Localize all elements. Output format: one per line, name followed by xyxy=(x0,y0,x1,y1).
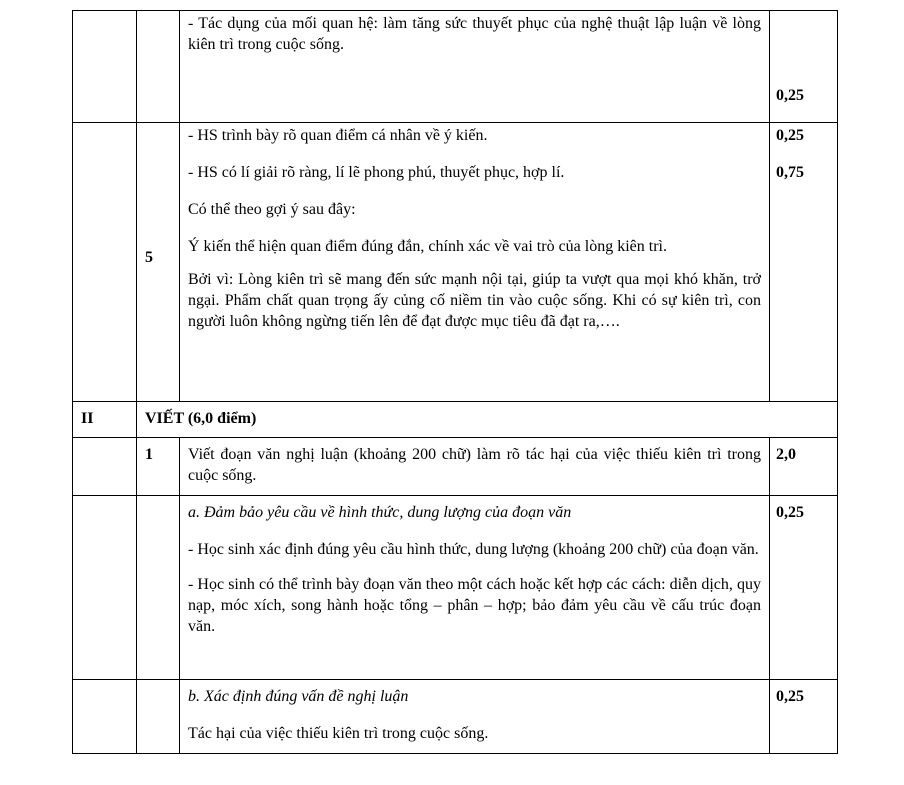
question-cell xyxy=(137,11,180,123)
table-row xyxy=(73,123,838,402)
question-number: 5 xyxy=(145,249,153,266)
question-cell xyxy=(137,123,180,402)
section-roman-numeral: II xyxy=(81,410,94,427)
score-value: 0,25 xyxy=(776,504,804,521)
score-value: 0,25 xyxy=(776,127,804,144)
answer-key-table-container xyxy=(72,10,837,754)
criterion-line: - Học sinh có thể trình bày đoạn văn theo một cách hoặc kết hợp các cách: diễn dịch, quy nạp, móc xích, song hành hoặc tổng – phân – hợp; bảo đảm yêu cầu về cấu trúc đoạn văn. xyxy=(188,576,761,635)
answer-line: - HS trình bày rõ quan điểm cá nhân về ý kiến. xyxy=(188,127,488,144)
part-cell xyxy=(73,680,137,754)
score-cell xyxy=(770,123,838,402)
question-cell xyxy=(137,438,180,496)
question-number: 1 xyxy=(145,446,153,463)
part-cell xyxy=(73,11,137,123)
answer-line: - HS có lí giải rõ ràng, lí lẽ phong phú, thuyết phục, hợp lí. xyxy=(188,164,565,181)
section-title: VIẾT (6,0 điểm) xyxy=(145,410,257,427)
question-cell xyxy=(137,680,180,754)
table-row xyxy=(73,438,838,496)
answer-line: Có thể theo gợi ý sau đây: xyxy=(188,201,356,218)
criterion-heading: b. Xác định đúng vấn đề nghị luận xyxy=(188,688,409,705)
part-cell xyxy=(73,402,137,438)
criterion-heading: a. Đảm bảo yêu cầu về hình thức, dung lượng của đoạn văn xyxy=(188,504,572,521)
score-cell xyxy=(770,680,838,754)
part-cell xyxy=(73,438,137,496)
content-cell xyxy=(180,11,770,123)
part-cell xyxy=(73,496,137,680)
score-cell xyxy=(770,438,838,496)
content-cell xyxy=(180,680,770,754)
criterion-line: Tác hại của việc thiếu kiên trì trong cuộc sống. xyxy=(188,725,489,742)
content-cell xyxy=(180,438,770,496)
part-cell xyxy=(73,123,137,402)
score-cell xyxy=(770,11,838,123)
content-cell xyxy=(180,496,770,680)
section-row xyxy=(73,402,838,438)
answer-line: Bởi vì: Lòng kiên trì sẽ mang đến sức mạnh nội tại, giúp ta vượt qua mọi khó khăn, trở ngại. Phẩm chất quan trọng ấy củng cố niềm tin vào cuộc sống. Khi có sự kiên trì, con người luôn không ngừng tiến lên để đạt được mục tiêu đã đạt ra,…. xyxy=(188,271,761,330)
answer-line: Ý kiến thể hiện quan điểm đúng đắn, chính xác về vai trò của lòng kiên trì. xyxy=(188,238,667,255)
question-prompt: Viết đoạn văn nghị luận (khoảng 200 chữ) làm rõ tác hại của việc thiếu kiên trì trong cuộc sống. xyxy=(188,446,761,484)
score-value: 0,25 xyxy=(776,688,804,705)
question-cell xyxy=(137,496,180,680)
table-row xyxy=(73,680,838,754)
criterion-line: - Học sinh xác định đúng yêu cầu hình thức, dung lượng (khoảng 200 chữ) của đoạn văn. xyxy=(188,541,759,558)
score-value: 0,25 xyxy=(776,87,804,104)
score-value: 2,0 xyxy=(776,446,796,463)
table-row xyxy=(73,11,838,123)
table-row xyxy=(73,496,838,680)
section-title-cell xyxy=(137,402,838,438)
relation-effect-text: - Tác dụng của mối quan hệ: làm tăng sức thuyết phục của nghệ thuật lập luận về lòng kiên trì trong cuộc sống. xyxy=(188,15,761,53)
answer-key-table xyxy=(72,10,838,754)
content-cell xyxy=(180,123,770,402)
score-value: 0,75 xyxy=(776,164,804,181)
score-cell xyxy=(770,496,838,680)
